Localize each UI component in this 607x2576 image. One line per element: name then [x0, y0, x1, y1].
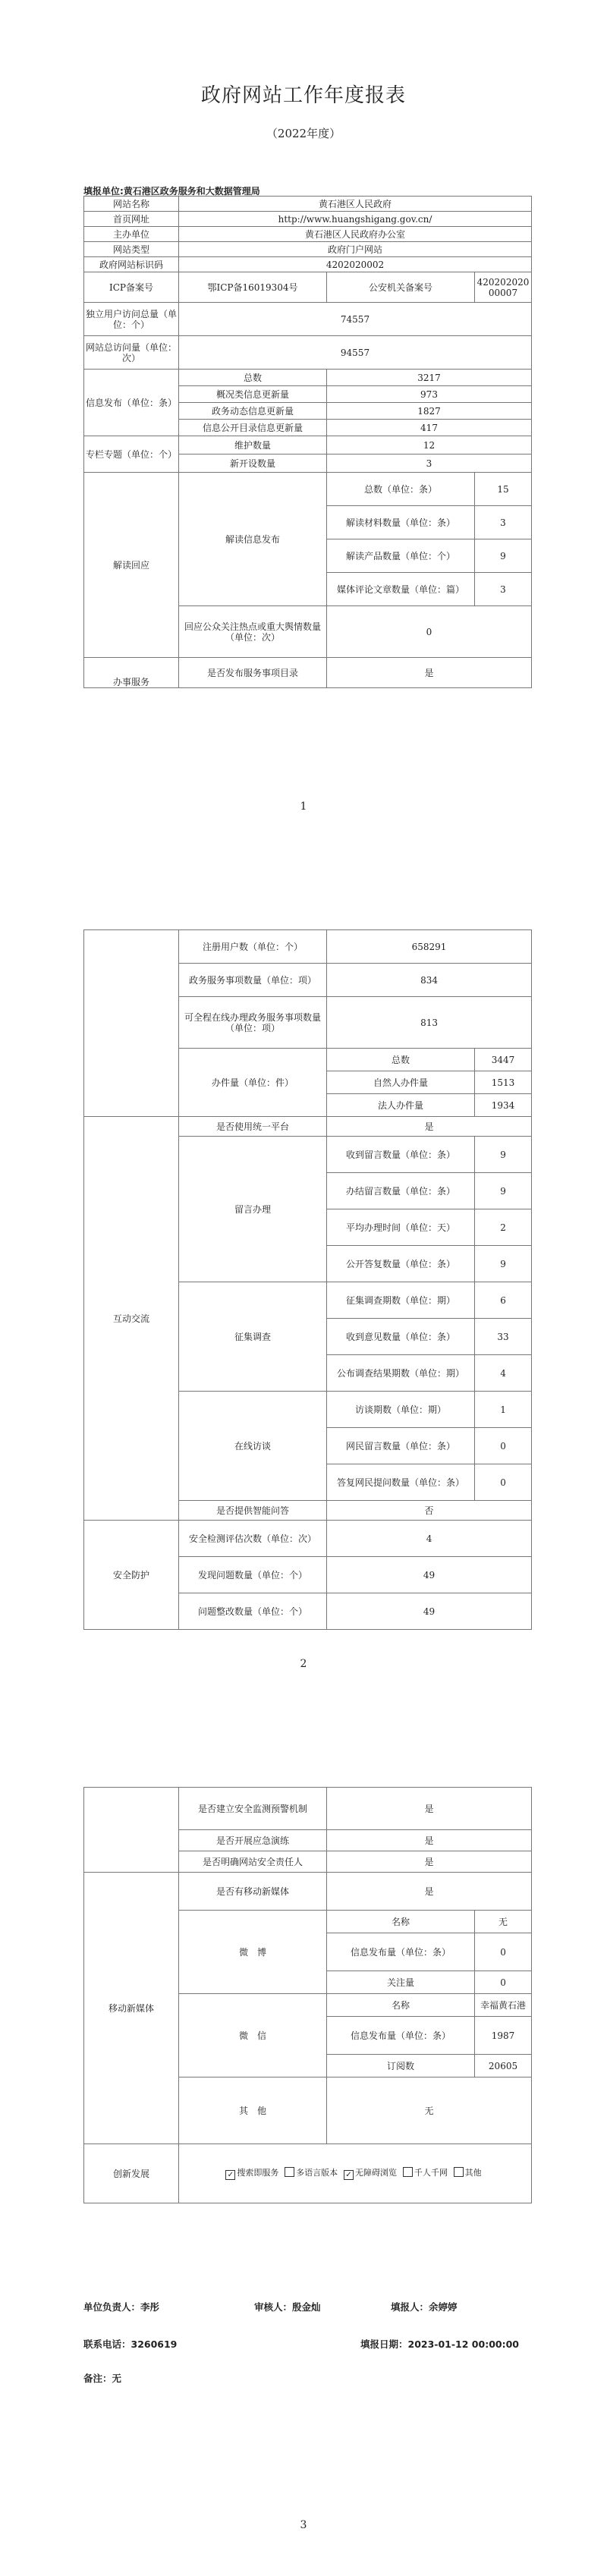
info-open-label: 信息公开目录信息更新量 [179, 420, 327, 436]
msg-pub-label: 公开答复数量（单位：条） [327, 1246, 475, 1282]
handle-total-label: 总数 [327, 1049, 475, 1071]
has-mobile-label: 是否有移动新媒体 [179, 1873, 327, 1911]
fill-date: 填报日期：2023-01-12 00:00:00 [360, 2339, 519, 2350]
msg-recv-label: 收到留言数量（单位：条） [327, 1137, 475, 1173]
info-total-label: 总数 [179, 370, 327, 386]
site-name: 黄石港区人民政府 [179, 197, 532, 212]
basic-info-table [83, 196, 532, 688]
reg-value: 658291 [327, 930, 532, 964]
opt-accessible: 无障碍浏览 [355, 2168, 397, 2178]
interp-material: 3 [475, 506, 532, 539]
survey-n: 6 [475, 1282, 532, 1319]
other-media-label: 其 他 [179, 2077, 327, 2144]
interp-material-label: 解读材料数量（单位：条） [327, 506, 475, 539]
has-mobile: 是 [327, 1873, 532, 1911]
opt-other: 其他 [464, 2168, 482, 2178]
online-label: 可全程在线办理政务服务事项数量（单位：项） [179, 997, 327, 1049]
inter-label: 在线访谈 [179, 1392, 327, 1501]
sponsor-label: 主办单位 [84, 227, 179, 242]
interp-pub-label: 解读信息发布 [179, 473, 327, 606]
sec-eval-label: 安全检测评估次数（单位：次） [179, 1521, 327, 1557]
sec-found-label: 发现问题数量（单位：个） [179, 1557, 327, 1593]
police-number: 42020202000007 [475, 272, 532, 303]
icp-label: ICP备案号 [84, 272, 179, 303]
info-dynamic-label: 政务动态信息更新量 [179, 403, 327, 420]
service-pub: 是 [327, 658, 532, 688]
remark: 备注：无 [83, 2373, 122, 2384]
page-number-2: 2 [300, 1658, 307, 1670]
unit-leader: 单位负责人：李彤 [83, 2301, 160, 2313]
column-new: 3 [327, 454, 532, 473]
info-dynamic: 1827 [327, 403, 532, 420]
msg-days-label: 平均办理时间（单位：天） [327, 1209, 475, 1246]
sponsor: 黄石港区人民政府办公室 [179, 227, 532, 242]
innov-label: 创新发展 [84, 2144, 179, 2203]
msg-recv: 9 [475, 1137, 532, 1173]
survey-n-label: 征集调查期数（单位：期） [327, 1282, 475, 1319]
opt-multilang: 多语言版本 [296, 2168, 338, 2178]
wechat-posts: 1987 [475, 2017, 532, 2055]
msg-days: 2 [475, 1209, 532, 1246]
checkbox-checked-icon[interactable]: ✓ [225, 2170, 235, 2180]
visits-value: 94557 [179, 336, 532, 370]
interp-product-label: 解读产品数量（单位：个） [327, 539, 475, 573]
drill-label: 是否开展应急演练 [179, 1830, 327, 1851]
interp-label: 解读回应 [84, 473, 179, 658]
msg-label: 留言办理 [179, 1137, 327, 1282]
weibo-name: 无 [475, 1911, 532, 1933]
weibo-posts-label: 信息发布量（单位：条） [327, 1933, 475, 1971]
visitors-label: 独立用户访问总量（单位：个） [84, 303, 179, 336]
survey-op-label: 收到意见数量（单位：条） [327, 1319, 475, 1355]
survey-res-label: 公布调查结果期数（单位：期） [327, 1355, 475, 1392]
mobile-label: 移动新媒体 [84, 1873, 179, 2144]
inter-msg: 0 [475, 1428, 532, 1464]
visitors-value: 74557 [179, 303, 532, 336]
wechat-posts-label: 信息发布量（单位：条） [327, 2017, 475, 2055]
resp-value: 是 [327, 1851, 532, 1873]
icp-number: 鄂ICP备16019304号 [179, 272, 327, 303]
handle-label: 办件量（单位：件） [179, 1049, 327, 1117]
unified-value: 是 [327, 1117, 532, 1137]
weibo-follow: 0 [475, 1971, 532, 1994]
site-id: 4202020002 [179, 257, 532, 272]
wechat-name-label: 名称 [327, 1994, 475, 2017]
wechat-sub-label: 订阅数 [327, 2055, 475, 2077]
info-total: 3217 [327, 370, 532, 386]
info-overview: 973 [327, 386, 532, 403]
column-label: 专栏专题（单位：个） [84, 436, 179, 473]
weibo-name-label: 名称 [327, 1911, 475, 1933]
media-innovation-table [83, 1787, 532, 2203]
site-id-label: 政府网站标识码 [84, 257, 179, 272]
visits-label: 网站总访问量（单位：次） [84, 336, 179, 370]
homepage-url: http://www.huangshigang.gov.cn/ [179, 212, 532, 227]
police-label: 公安机关备案号 [327, 272, 475, 303]
opt-search-service: 搜索即服务 [237, 2168, 279, 2178]
handle-legal-label: 法人办件量 [327, 1094, 475, 1117]
sec-fix: 49 [327, 1593, 532, 1630]
weibo-label: 微 博 [179, 1911, 327, 1994]
inter-ans: 0 [475, 1464, 532, 1501]
page-number-3: 3 [300, 2519, 307, 2531]
weibo-posts: 0 [475, 1933, 532, 1971]
interp-resp: 0 [327, 606, 532, 658]
smart-value: 否 [327, 1501, 532, 1521]
handle-total: 3447 [475, 1049, 532, 1071]
service-label-2 [84, 930, 179, 1117]
sec-label: 安全防护 [84, 1521, 179, 1630]
sec-cont-label [84, 1788, 179, 1873]
interp-resp-label: 回应公众关注热点或重大舆情数量（单位：次） [179, 606, 327, 658]
info-label: 信息发布（单位：条） [84, 370, 179, 436]
msg-done: 9 [475, 1173, 532, 1209]
column-maintain: 12 [327, 436, 532, 454]
handle-person: 1513 [475, 1071, 532, 1094]
items-value: 834 [327, 964, 532, 997]
checkbox-empty-icon[interactable] [285, 2167, 294, 2177]
site-type-label: 网站类型 [84, 242, 179, 257]
innov-options [179, 2144, 532, 2203]
survey-res: 4 [475, 1355, 532, 1392]
msg-done-label: 办结留言数量（单位：条） [327, 1173, 475, 1209]
inter-ans-label: 答复网民提问数量（单位：条） [327, 1464, 475, 1501]
reviewer: 审核人：殷金灿 [254, 2301, 321, 2313]
checkbox-empty-icon[interactable] [403, 2167, 413, 2177]
service-label: 办事服务 [84, 658, 179, 688]
interp-media: 3 [475, 573, 532, 606]
service-pub-label: 是否发布服务事项目录 [179, 658, 327, 688]
interp-product: 9 [475, 539, 532, 573]
contact-phone: 联系电话：3260619 [83, 2339, 178, 2350]
inter-n: 1 [475, 1392, 532, 1428]
column-maintain-label: 维护数量 [179, 436, 327, 454]
unified-label: 是否使用统一平台 [179, 1117, 327, 1137]
filing-unit: 填报单位:黄石港区政务服务和大数据管理局 [83, 186, 260, 197]
checkbox-checked-icon[interactable]: ✓ [344, 2170, 354, 2180]
other-media: 无 [327, 2077, 532, 2144]
sec-found: 49 [327, 1557, 532, 1593]
interact-label: 互动交流 [84, 1117, 179, 1521]
weibo-follow-label: 关注量 [327, 1971, 475, 1994]
filler: 填报人：余婷婷 [391, 2301, 458, 2313]
page-number-1: 1 [300, 800, 307, 813]
warn-label: 是否建立安全监测预警机制 [179, 1788, 327, 1830]
interp-media-label: 媒体评论文章数量（单位：篇） [327, 573, 475, 606]
site-name-label: 网站名称 [84, 197, 179, 212]
reg-label: 注册用户数（单位：个） [179, 930, 327, 964]
msg-pub: 9 [475, 1246, 532, 1282]
resp-label: 是否明确网站安全责任人 [179, 1851, 327, 1873]
report-year: （2022年度） [266, 127, 341, 140]
checkbox-empty-icon[interactable] [454, 2167, 464, 2177]
opt-personalized: 千人千网 [414, 2168, 448, 2178]
smart-label: 是否提供智能问答 [179, 1501, 327, 1521]
survey-label: 征集调查 [179, 1282, 327, 1392]
report-title: 政府网站工作年度报表 [200, 84, 406, 107]
homepage-label: 首页网址 [84, 212, 179, 227]
items-label: 政务服务事项数量（单位：项） [179, 964, 327, 997]
wechat-label: 微 信 [179, 1994, 327, 2077]
sec-eval: 4 [327, 1521, 532, 1557]
survey-op: 33 [475, 1319, 532, 1355]
wechat-name: 幸福黄石港 [475, 1994, 532, 2017]
info-open: 417 [327, 420, 532, 436]
online-value: 813 [327, 997, 532, 1049]
sec-fix-label: 问题整改数量（单位：个） [179, 1593, 327, 1630]
inter-msg-label: 网民留言数量（单位：条） [327, 1428, 475, 1464]
wechat-sub: 20605 [475, 2055, 532, 2077]
site-type: 政府门户网站 [179, 242, 532, 257]
drill-value: 是 [327, 1830, 532, 1851]
inter-n-label: 访谈期数（单位：期） [327, 1392, 475, 1428]
handle-legal: 1934 [475, 1094, 532, 1117]
column-new-label: 新开设数量 [179, 454, 327, 473]
service-interaction-table [83, 929, 532, 1630]
interp-total-label: 总数（单位：条） [327, 473, 475, 506]
handle-person-label: 自然人办件量 [327, 1071, 475, 1094]
info-overview-label: 概况类信息更新量 [179, 386, 327, 403]
interp-total: 15 [475, 473, 532, 506]
warn-value: 是 [327, 1788, 532, 1830]
